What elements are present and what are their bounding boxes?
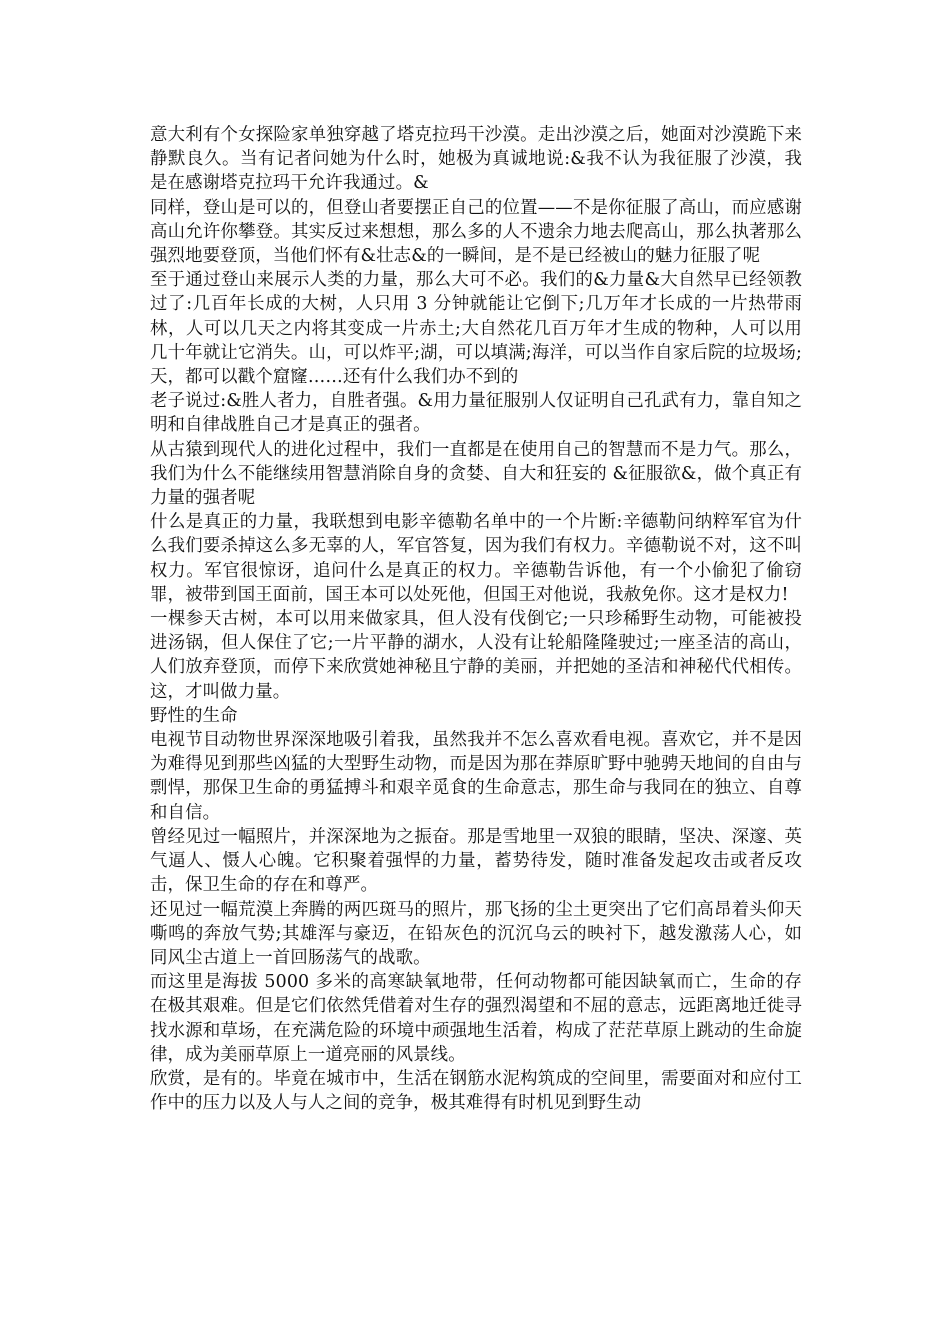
paragraph-human-power: 至于通过登山来展示人类的力量，那么大可不必。我们的&力量&大自然早已经领教过了:几百年长成的大树，人只用 3 分钟就能让它倒下;几万年才长成的一片热带雨林，人可以几天之内将其变成一片赤土;大自然花几百万年才生成的物种，人可以用几十年就让它消失。山，可以炸平;湖，可以填满;海洋，可以当作自家后院的垃圾场;天，都可以戳个窟窿……还有什么我们办不到的 — [150, 270, 802, 388]
paragraph-true-power: 一棵参天古树，本可以用来做家具，但人没有伐倒它;一只珍稀野生动物，可能被投进汤锅，但人保住了它;一片平静的湖水，人没有让轮船隆隆驶过;一座圣洁的高山，人们放弃登顶，而停下来欣赏她神秘且宁静的美丽，并把她的圣洁和神秘代代相传。这，才叫做力量。 — [150, 609, 802, 702]
paragraph-wolf-photo: 曾经见过一幅照片，并深深地为之振奋。那是雪地里一双狼的眼睛，坚决、深邃、英气逼人、慑人心魄。它积聚着强悍的力量，蓄势待发，随时准备发起攻击或者反攻击，保卫生命的存在和尊严。 — [150, 826, 802, 896]
paragraph-schindler: 什么是真正的力量，我联想到电影辛德勒名单中的一个片断:辛德勒问纳粹军官为什么我们要杀掉这么多无辜的人，军官答复，因为我们有权力。辛德勒说不对，这不叫权力。军官很惊讶，追问什么是真正的权力。辛德勒告诉他，有一个小偷犯了偷窃罪，被带到国王面前，国王本可以处死他，但国王对他说，我赦免你。这才是权力! — [150, 512, 802, 605]
paragraph-zebra-photo: 还见过一幅荒漠上奔腾的两匹斑马的照片，那飞扬的尘土更突出了它们高昂着头仰天嘶鸣的奔放气势;其雄浑与豪迈，在铅灰色的沉沉乌云的映衬下，越发激荡人心，如同风尘古道上一首回肠荡气的战歌。 — [150, 899, 802, 968]
paragraph-laozi-quote: 老子说过:&胜人者力，自胜者强。&用力量征服别人仅证明自己孔武有力，靠自知之明和自律战胜自己才是真正的强者。 — [150, 391, 802, 436]
paragraph-evolution: 从古猿到现代人的进化过程中，我们一直都是在使用自己的智慧而不是力气。那么，我们为什么不能继续用智慧消除自身的贪婪、自大和狂妄的 &征服欲&，做个真正有力量的强者呢 — [150, 439, 802, 509]
document-body — [150, 123, 802, 1115]
paragraph-animal-world: 电视节目动物世界深深地吸引着我，虽然我并不怎么喜欢看电视。喜欢它，并不是因为难得见到那些凶猛的大型野生动物，而是因为那在莽原旷野中驰骋天地间的自由与剽悍，那保卫生命的勇猛搏斗和艰辛觅食的生命意志，那生命与我同在的独立、自尊和自信。 — [150, 730, 802, 823]
paragraph-city-life: 欣赏，是有的。毕竟在城市中，生活在钢筋水泥构筑成的空间里，需要面对和应付工作中的压力以及人与人之间的竞争，极其难得有时机见到野生动 — [150, 1068, 802, 1114]
paragraph-explorer-desert: 意大利有个女探险家单独穿越了塔克拉玛干沙漠。走出沙漠之后，她面对沙漠跪下来静默良久。当有记者问她为什么时，她极为真诚地说:&我不认为我征服了沙漠，我是在感谢塔克拉玛干允许我通过。& — [150, 125, 802, 194]
paragraph-mountain-climbing: 同样，登山是可以的，但登山者要摆正自己的位置——不是你征服了高山，而应感谢高山允许你攀登。其实反过来想想，那么多的人不遗余力地去爬高山，那么执著那么强烈地要登顶，当他们怀有&壮志&的一瞬间，是不是已经被山的魅力征服了呢 — [150, 197, 802, 267]
paragraph-high-altitude: 而这里是海拔 5000 多米的高寒缺氧地带，任何动物都可能因缺氧而亡，生命的存在极其艰难。但是它们依然凭借着对生存的强烈渴望和不屈的意志，远距离地迁徙寻找水源和草场，在充满危险的环境中顽强地生活着，构成了茫茫草原上跳动的生命旋律，成为美丽草原上一道亮丽的风景线。 — [150, 972, 802, 1065]
section-heading-wild-life: 野性的生命 — [150, 705, 238, 726]
